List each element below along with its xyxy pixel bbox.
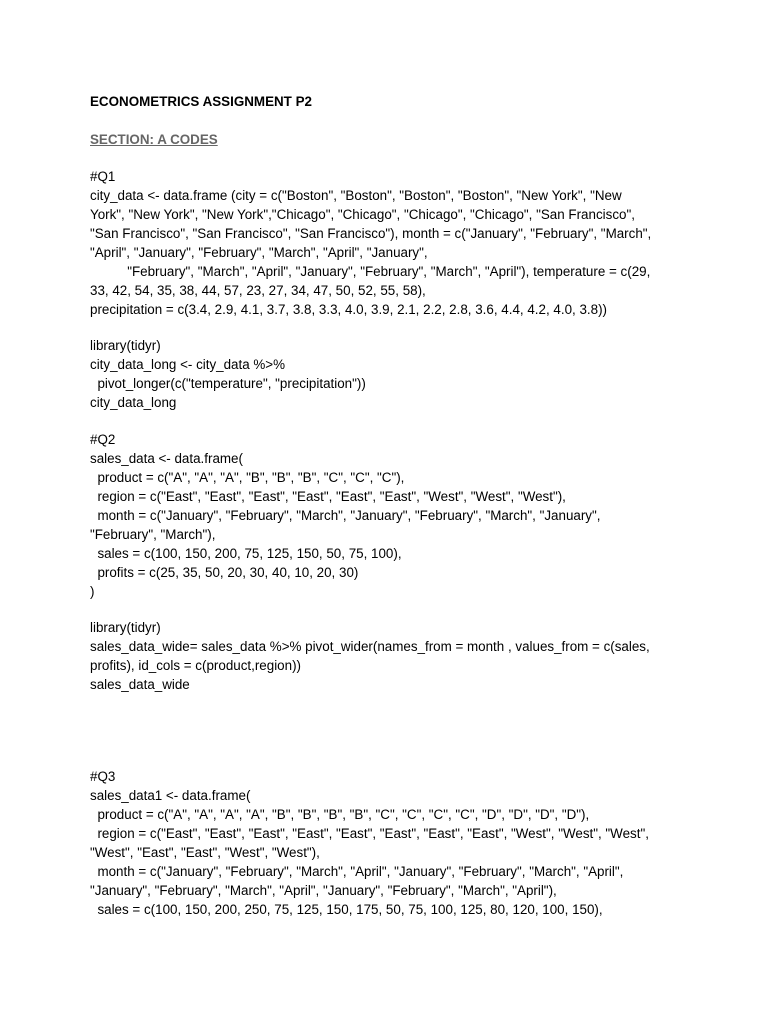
code-line: sales = c(100, 150, 200, 250, 75, 125, 150, 175, 50, 75, 100, 125, 80, 120, 100, 150), — [90, 902, 603, 917]
code-line: ) — [90, 584, 95, 599]
code-line: month = c("January", "February", "March", "January", "February", "March", "January", — [90, 508, 601, 523]
code-line: product = c("A", "A", "A", "A", "B", "B", "B", "B", "C", "C", "C", "C", "D", "D", "D", "D"), — [90, 807, 590, 822]
code-line: city_data <- data.frame (city = c("Boston", "Boston", "Boston", "Boston", "New York", "New — [90, 188, 622, 203]
code-line: city_data_long <- city_data %>% — [90, 357, 286, 372]
code-line: sales_data1 <- data.frame( — [90, 788, 251, 803]
code-line: York", "New York", "New York","Chicago", "Chicago", "Chicago", "Chicago", "San Francisco", — [90, 207, 635, 222]
code-line: library(tidyr) — [90, 338, 161, 353]
code-line: region = c("East", "East", "East", "East", "East", "East", "East", "East", "West", "West", "West", — [90, 826, 649, 841]
q3-label: #Q3 — [90, 769, 116, 784]
code-line: "West", "East", "East", "West", "West"), — [90, 845, 320, 860]
section-heading: SECTION: A CODES — [90, 132, 218, 147]
code-line: precipitation = c(3.4, 2.9, 4.1, 3.7, 3.8, 3.3, 4.0, 3.9, 2.1, 2.2, 2.8, 3.6, 4.4, 4.2, 4.0, 3.8)) — [90, 302, 607, 317]
code-line: "April", "January", "February", "March", "April", "January", — [90, 245, 428, 260]
code-line: "January", "February", "March", "April", "January", "February", "March", "April"), — [90, 883, 557, 898]
code-line: "February", "March"), — [90, 527, 216, 542]
q1-label: #Q1 — [90, 169, 116, 184]
code-line: library(tidyr) — [90, 620, 161, 635]
code-line: "February", "March", "April", "January", "February", "March", "April"), temperature = c(29, — [90, 264, 651, 279]
code-line: sales_data_wide= sales_data %>% pivot_wider(names_from = month , values_from = c(sales, — [90, 639, 650, 654]
code-line: sales_data_wide — [90, 677, 190, 692]
code-line: sales = c(100, 150, 200, 75, 125, 150, 50, 75, 100), — [90, 546, 402, 561]
code-line: profits), id_cols = c(product,region)) — [90, 658, 301, 673]
code-line: profits = c(25, 35, 50, 20, 30, 40, 10, 20, 30) — [90, 565, 359, 580]
code-line: region = c("East", "East", "East", "East", "East", "East", "West", "West", "West"), — [90, 489, 566, 504]
code-line: 33, 42, 54, 35, 38, 44, 57, 23, 27, 34, 47, 50, 52, 55, 58), — [90, 283, 426, 298]
code-line: city_data_long — [90, 395, 177, 410]
code-line: "San Francisco", "San Francisco", "San Francisco"), month = c("January", "February", "March", — [90, 226, 652, 241]
code-line: pivot_longer(c("temperature", "precipitation")) — [90, 376, 366, 391]
q2-label: #Q2 — [90, 432, 116, 447]
code-line: product = c("A", "A", "A", "B", "B", "B", "C", "C", "C"), — [90, 470, 405, 485]
code-line: sales_data <- data.frame( — [90, 451, 243, 466]
code-line: month = c("January", "February", "March", "April", "January", "February", "March", "April", — [90, 864, 624, 879]
document-title: ECONOMETRICS ASSIGNMENT P2 — [90, 94, 312, 109]
